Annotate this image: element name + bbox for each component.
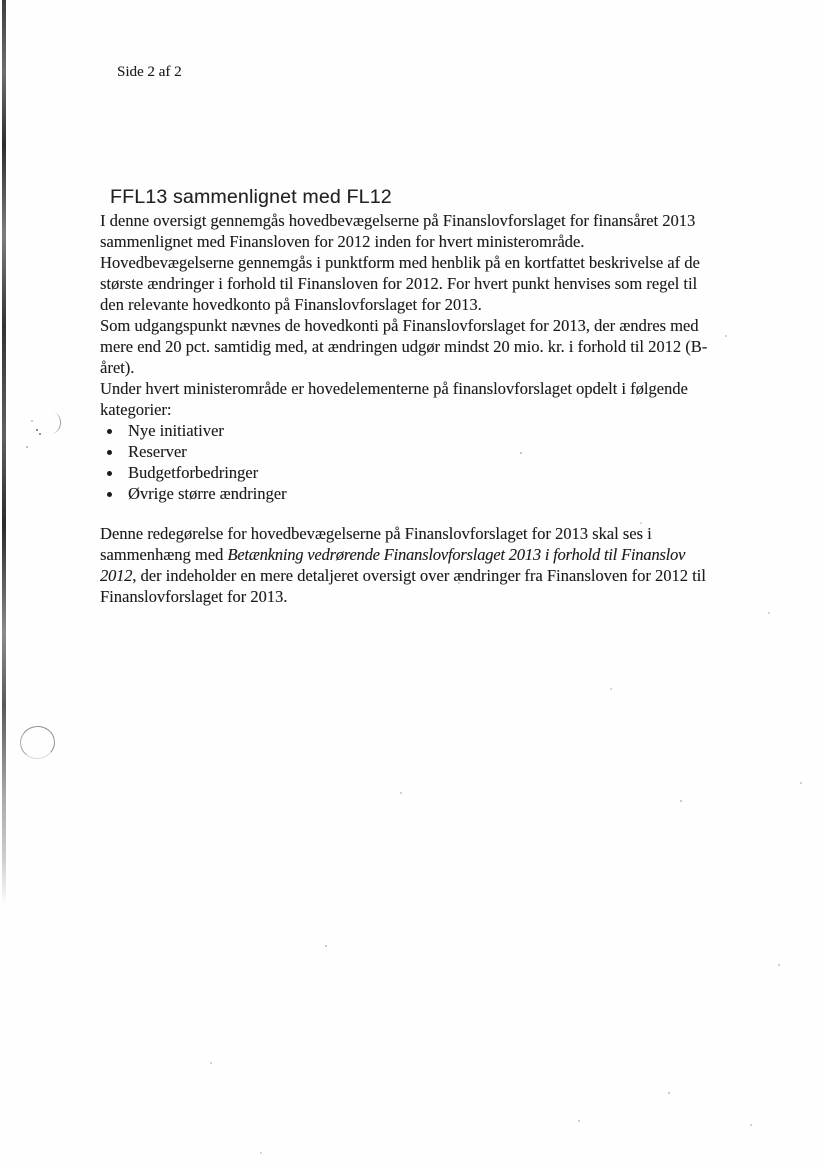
pencil-dots-mark — [36, 429, 38, 431]
bullet-icon — [107, 492, 112, 497]
closing-text-after: , der indeholder en mere detaljeret oversigt over ændringer fra Finansloven for 2012 til Finanslovforslaget for 2013. — [100, 566, 706, 606]
list-item-reserver — [107, 441, 714, 462]
list-item-label: Budgetforbedringer — [128, 463, 259, 482]
bullet-icon — [107, 450, 112, 455]
document-content — [100, 62, 714, 607]
document-title: FFL13 sammenlignet med FL12 — [110, 186, 392, 208]
paragraph-categories-intro: Under hvert ministerområde er hovedelementerne på finanslovforslaget opdelt i følgende kategorier: — [100, 379, 688, 419]
list-item-oevrige-aendringer — [107, 483, 714, 504]
referenced-report-title: Betænkning vedrørende Finanslovforslaget 2013 i forhold til Finanslov 2012 — [100, 545, 686, 585]
closing-text-before: Denne redegørelse for hovedbevægelserne på Finanslovforslaget for 2013 skal ses i sammenhæng med — [100, 524, 652, 564]
circle-annotation-mark — [18, 724, 56, 760]
paragraph-closing — [100, 523, 714, 607]
list-item-nye-initiativer — [107, 420, 714, 441]
bullet-icon — [107, 471, 112, 476]
handwritten-paren-mark — [50, 412, 62, 434]
bullet-icon — [107, 429, 112, 434]
page-number-label: Side 2 af 2 — [117, 64, 182, 80]
scan-edge-artifact — [2, 0, 6, 905]
paragraph-method: Hovedbevægelserne gennemgås i punktform med henblik på en kortfattet beskrivelse af de største ændringer i forhold til Finansloven for 2012. For hvert punkt henvises som regel til den relevante hovedkonto på Finanslovforslaget for 2013. — [100, 253, 700, 314]
paragraph-criteria: Som udgangspunkt nævnes de hovedkonti på Finanslovforslaget for 2013, der ændres med mere end 20 pct. samtidig med, at ændringen udgør mindst 20 mio. kr. i forhold til 2012 (B-året). — [100, 316, 708, 377]
category-list — [100, 420, 714, 504]
list-item-budgetforbedringer — [107, 462, 714, 483]
list-item-label: Reserver — [128, 442, 187, 461]
paragraph-overview: I denne oversigt gennemgås hovedbevægelserne på Finanslovforslaget for finansåret 2013 sammenlignet med Finansloven for 2012 inden for hvert ministerområde. — [100, 211, 696, 251]
list-item-label: Nye initiativer — [128, 421, 224, 440]
list-item-label: Øvrige større ændringer — [128, 484, 287, 503]
